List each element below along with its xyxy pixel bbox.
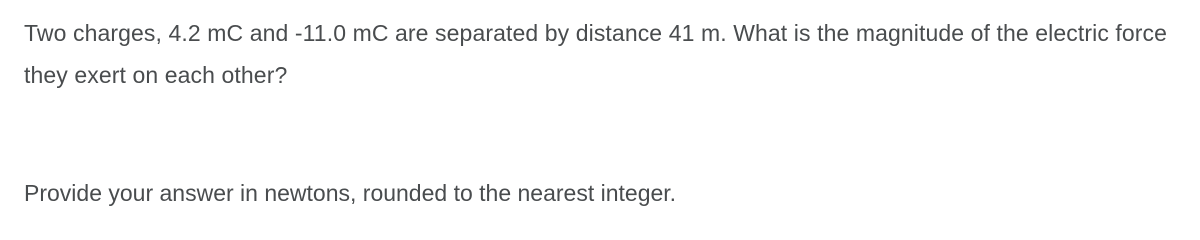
- answer-instructions-block: [24, 172, 1184, 214]
- question-text: Two charges, 4.2 mC and -11.0 mC are separated by distance 41 m. What is the magnitude of the electric force they exert on each other?: [24, 20, 1168, 88]
- question-text-block: [24, 12, 1184, 96]
- answer-instructions: Provide your answer in newtons, rounded to the nearest integer.: [24, 180, 677, 206]
